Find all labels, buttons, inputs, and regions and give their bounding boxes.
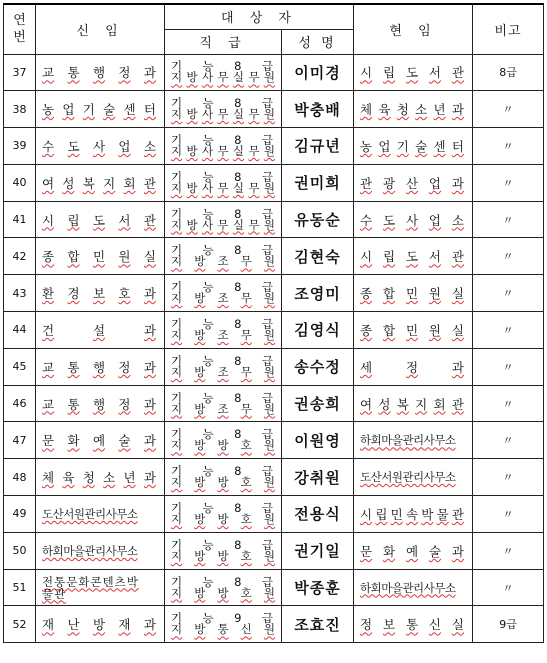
cell-serial-no: 50 (4, 532, 36, 569)
header-note: 비고 (473, 4, 544, 54)
table-row (4, 459, 544, 496)
cell-current-post (354, 422, 473, 459)
cell-note: 〃 (473, 422, 544, 459)
rank-title-text: 지 방 통 신 원 (171, 622, 275, 637)
rank-title-text: 지 방 사 무 실 무 원 (171, 107, 275, 122)
rank-grade-text: 기 능 8 급 (171, 427, 273, 442)
cell-new-post (36, 275, 165, 312)
cell-current-post (354, 238, 473, 275)
cell-current-post (354, 54, 473, 91)
personnel-table (3, 3, 544, 643)
cell-serial-no: 41 (4, 201, 36, 238)
cell-new-post-text: 수 도 사 업 소 (42, 138, 156, 154)
cell-rank (165, 238, 282, 275)
cell-serial-no: 48 (4, 459, 36, 496)
cell-person-name: 김영식 (282, 312, 354, 349)
rank-title-text: 지 방 조 무 원 (171, 364, 275, 379)
cell-new-post (36, 91, 165, 128)
cell-current-post (354, 496, 473, 533)
cell-person-name: 이원영 (282, 422, 354, 459)
rank-title-text: 지 방 조 무 원 (171, 401, 275, 416)
cell-rank (165, 128, 282, 165)
rank-title-text: 지 방 방 호 원 (171, 585, 275, 600)
cell-current-post-text: 문 화 예 술 과 (360, 543, 464, 559)
cell-current-post-text: 시 립 민 속 박 물 관 (360, 506, 464, 522)
cell-serial-no: 39 (4, 128, 36, 165)
rank-grade-text: 기 능 8 급 (171, 169, 273, 184)
rank-title-text: 지 방 조 무 원 (171, 327, 275, 342)
cell-serial-no: 45 (4, 348, 36, 385)
rank-title-text: 지 방 사 무 실 무 원 (171, 143, 275, 158)
cell-note: 9급 (473, 606, 544, 643)
cell-current-post (354, 459, 473, 496)
rank-title-text: 지 방 방 호 원 (171, 438, 275, 453)
cell-person-name: 권송희 (282, 385, 354, 422)
cell-serial-no: 51 (4, 569, 36, 606)
cell-serial-no: 44 (4, 312, 36, 349)
cell-rank (165, 385, 282, 422)
cell-person-name: 권기일 (282, 532, 354, 569)
cell-note: 〃 (473, 164, 544, 201)
table-row (4, 238, 544, 275)
cell-note: 〃 (473, 459, 544, 496)
cell-person-name: 권미희 (282, 164, 354, 201)
rank-grade-text: 기 능 9 급 (171, 611, 273, 626)
cell-rank (165, 422, 282, 459)
cell-note: 〃 (473, 532, 544, 569)
cell-person-name: 박종훈 (282, 569, 354, 606)
cell-new-post (36, 348, 165, 385)
cell-person-name: 전용식 (282, 496, 354, 533)
cell-new-post-text: 시 립 도 서 관 (42, 212, 156, 228)
cell-rank (165, 459, 282, 496)
cell-new-post-text: 재 난 방 재 과 (42, 617, 156, 633)
cell-note: 〃 (473, 238, 544, 275)
cell-new-post (36, 164, 165, 201)
cell-current-post (354, 164, 473, 201)
cell-new-post (36, 54, 165, 91)
cell-new-post-text: 하회마을관리사무소 (42, 543, 138, 558)
cell-current-post (354, 128, 473, 165)
cell-note: 〃 (473, 496, 544, 533)
cell-current-post (354, 569, 473, 606)
cell-current-post-text: 시 립 도 서 관 (360, 65, 464, 81)
cell-current-post (354, 91, 473, 128)
cell-note: 〃 (473, 312, 544, 349)
cell-rank (165, 201, 282, 238)
cell-rank (165, 606, 282, 643)
cell-serial-no: 42 (4, 238, 36, 275)
rank-grade-text: 기 능 8 급 (171, 280, 273, 295)
rank-title-text: 지 방 조 무 원 (171, 291, 275, 306)
cell-current-post-text: 세 정 과 (360, 359, 464, 375)
cell-current-post (354, 532, 473, 569)
rank-title-text: 지 방 방 호 원 (171, 511, 275, 526)
cell-person-name: 송수정 (282, 348, 354, 385)
rank-grade-text: 기 능 8 급 (171, 390, 273, 405)
cell-new-post (36, 128, 165, 165)
cell-rank (165, 54, 282, 91)
cell-rank (165, 91, 282, 128)
table-row (4, 201, 544, 238)
cell-current-post (354, 275, 473, 312)
personnel-table-sheet (3, 3, 544, 643)
cell-new-post (36, 459, 165, 496)
cell-serial-no: 38 (4, 91, 36, 128)
cell-note: 〃 (473, 385, 544, 422)
cell-new-post-text: 문 화 예 술 과 (42, 433, 156, 449)
cell-new-post (36, 422, 165, 459)
cell-rank (165, 312, 282, 349)
rank-grade-text: 기 능 8 급 (171, 59, 273, 74)
cell-current-post (354, 348, 473, 385)
cell-new-post (36, 312, 165, 349)
header-new-post: 신 임 (36, 4, 165, 54)
table-row (4, 532, 544, 569)
rank-title-text: 지 방 사 무 실 무 원 (171, 217, 275, 232)
cell-person-name: 김현숙 (282, 238, 354, 275)
rank-title-text: 지 방 방 호 원 (171, 548, 275, 563)
cell-serial-no: 47 (4, 422, 36, 459)
cell-note: 〃 (473, 91, 544, 128)
cell-note: 8급 (473, 54, 544, 91)
rank-grade-text: 기 능 8 급 (171, 500, 273, 515)
cell-person-name: 박충배 (282, 91, 354, 128)
cell-current-post-text: 도산서원관리사무소 (360, 470, 456, 485)
cell-current-post-text: 관 광 산 업 과 (360, 175, 464, 191)
rank-grade-text: 기 능 8 급 (171, 316, 273, 331)
cell-new-post (36, 532, 165, 569)
cell-new-post-text: 여 성 복 지 회 관 (42, 175, 156, 191)
header-current-post: 현 임 (354, 4, 473, 54)
cell-serial-no: 37 (4, 54, 36, 91)
cell-new-post-text: 농 업 기 술 센 터 (42, 102, 156, 118)
cell-person-name: 김규년 (282, 128, 354, 165)
cell-rank (165, 164, 282, 201)
table-row (4, 54, 544, 91)
cell-note: 〃 (473, 128, 544, 165)
cell-rank (165, 496, 282, 533)
cell-serial-no: 46 (4, 385, 36, 422)
cell-current-post-text: 체 육 청 소 년 과 (360, 102, 464, 118)
table-row (4, 348, 544, 385)
rank-title-text: 지 방 사 무 실 무 원 (171, 180, 275, 195)
rank-grade-text: 기 능 8 급 (171, 243, 273, 258)
cell-new-post (36, 569, 165, 606)
cell-rank (165, 569, 282, 606)
cell-new-post (36, 385, 165, 422)
rank-title-text: 지 방 사 무 실 무 원 (171, 70, 275, 85)
cell-person-name: 유동순 (282, 201, 354, 238)
table-row (4, 128, 544, 165)
cell-serial-no: 40 (4, 164, 36, 201)
cell-current-post-text: 종 합 민 원 실 (360, 322, 464, 338)
rank-grade-text: 기 능 8 급 (171, 537, 273, 552)
cell-current-post-text: 종 합 민 원 실 (360, 286, 464, 302)
header-name: 성 명 (282, 29, 354, 54)
cell-note: 〃 (473, 569, 544, 606)
cell-current-post (354, 385, 473, 422)
table-row (4, 275, 544, 312)
cell-new-post-text: 종 합 민 원 실 (42, 249, 156, 265)
cell-note: 〃 (473, 201, 544, 238)
cell-rank (165, 532, 282, 569)
rank-title-text: 지 방 조 무 원 (171, 254, 275, 269)
cell-new-post (36, 238, 165, 275)
cell-serial-no: 43 (4, 275, 36, 312)
table-row (4, 569, 544, 606)
cell-current-post (354, 312, 473, 349)
cell-current-post-text: 농 업 기 술 센 터 (360, 138, 464, 154)
cell-person-name: 조영미 (282, 275, 354, 312)
cell-new-post-text: 교 통 행 정 과 (42, 359, 156, 375)
cell-new-post (36, 606, 165, 643)
cell-current-post-text: 수 도 사 업 소 (360, 212, 464, 228)
cell-current-post-text: 정 보 통 신 실 (360, 617, 464, 633)
table-row (4, 496, 544, 533)
cell-rank (165, 348, 282, 385)
rank-grade-text: 기 능 8 급 (171, 574, 273, 589)
cell-new-post-text: 교 통 행 정 과 (42, 396, 156, 412)
rank-grade-text: 기 능 8 급 (171, 464, 273, 479)
rank-grade-text: 기 능 8 급 (171, 353, 273, 368)
table-row (4, 91, 544, 128)
cell-current-post-text: 시 립 도 서 관 (360, 249, 464, 265)
cell-person-name: 조효진 (282, 606, 354, 643)
cell-current-post-text: 하회마을관리사무소 (360, 580, 456, 595)
table-row (4, 606, 544, 643)
cell-new-post-text: 건 설 과 (42, 322, 156, 338)
rank-grade-text: 기 능 8 급 (171, 96, 273, 111)
table-row (4, 422, 544, 459)
table-body (4, 54, 544, 643)
header-rank: 직 급 (165, 29, 282, 54)
cell-new-post (36, 201, 165, 238)
rank-title-text: 지 방 방 호 원 (171, 475, 275, 490)
table-row (4, 385, 544, 422)
cell-current-post (354, 201, 473, 238)
cell-person-name: 강취원 (282, 459, 354, 496)
rank-grade-text: 기 능 8 급 (171, 132, 273, 147)
cell-serial-no: 52 (4, 606, 36, 643)
table-row (4, 164, 544, 201)
cell-new-post-text: 체 육 청 소 년 과 (42, 470, 156, 486)
cell-current-post-text: 여 성 복 지 회 관 (360, 396, 464, 412)
cell-new-post-text: 교 통 행 정 과 (42, 65, 156, 81)
cell-new-post-text: 도산서원관리사무소 (42, 506, 138, 521)
cell-note: 〃 (473, 275, 544, 312)
table-row (4, 312, 544, 349)
cell-current-post (354, 606, 473, 643)
rank-grade-text: 기 능 8 급 (171, 206, 273, 221)
cell-serial-no: 49 (4, 496, 36, 533)
cell-person-name: 이미경 (282, 54, 354, 91)
header-serial-no: 연 번 (4, 4, 36, 54)
cell-new-post-text: 전통문화콘텐츠박물관 (42, 574, 139, 601)
cell-note: 〃 (473, 348, 544, 385)
cell-current-post-text: 하회마을관리사무소 (360, 433, 456, 448)
cell-new-post-text: 환 경 보 호 과 (42, 286, 156, 302)
cell-rank (165, 275, 282, 312)
cell-new-post (36, 496, 165, 533)
header-target: 대 상 자 (165, 4, 354, 29)
